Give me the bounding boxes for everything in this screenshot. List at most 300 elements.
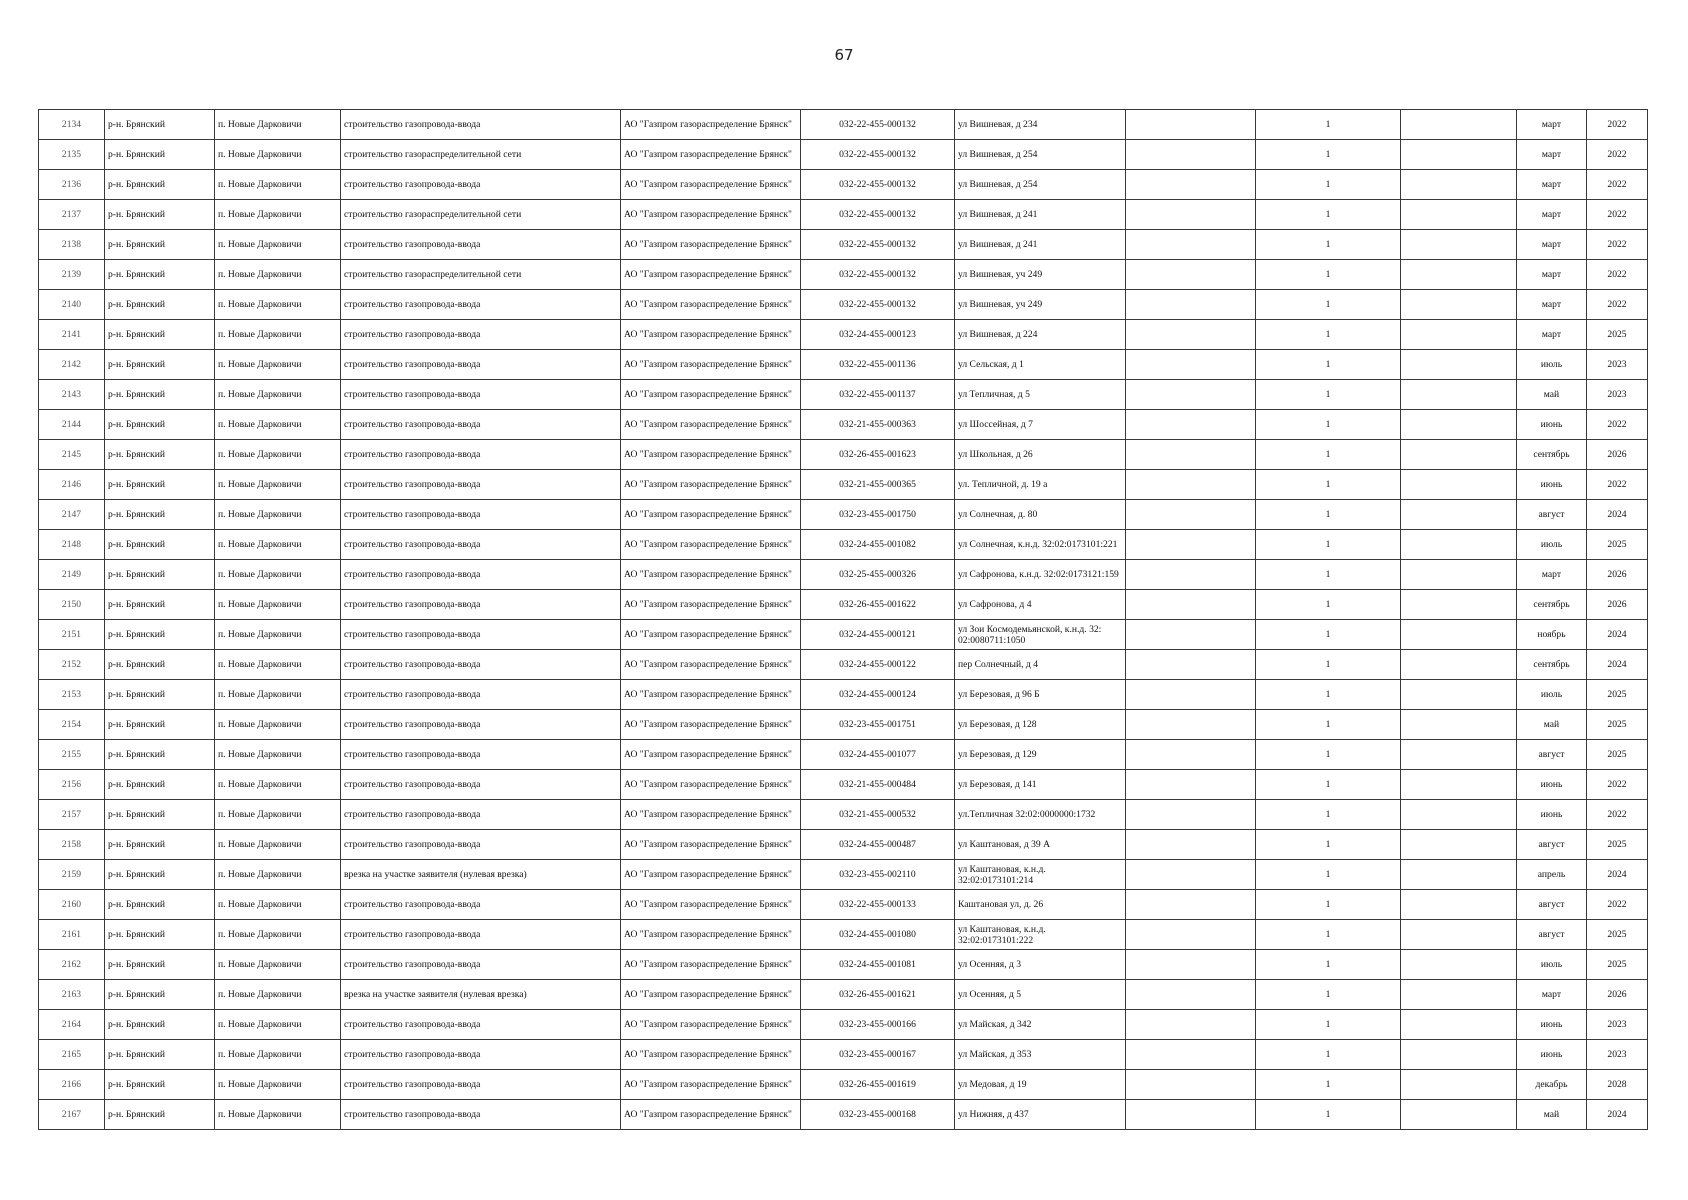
work-type-cell: строительство газораспределительной сети	[341, 260, 621, 290]
empty-cell	[1401, 980, 1517, 1010]
address-cell: ул Солнечная, д. 80	[955, 500, 1126, 530]
empty-cell	[1126, 980, 1256, 1010]
month-cell: июль	[1517, 950, 1587, 980]
table-row	[39, 770, 1648, 800]
work-type-cell: строительство газопровода-ввода	[341, 770, 621, 800]
quantity-cell: 1	[1256, 530, 1401, 560]
empty-cell	[1126, 380, 1256, 410]
empty-cell	[1401, 860, 1517, 890]
month-cell: март	[1517, 320, 1587, 350]
application-code-cell: 032-22-455-001136	[801, 350, 955, 380]
quantity-cell: 1	[1256, 860, 1401, 890]
table-row	[39, 530, 1648, 560]
district-cell: р-н. Брянский	[105, 500, 215, 530]
table-row	[39, 380, 1648, 410]
address-cell: ул Вишневая, д 254	[955, 140, 1126, 170]
application-code-cell: 032-23-455-000167	[801, 1040, 955, 1070]
address-cell: ул Вишневая, д 224	[955, 320, 1126, 350]
settlement-cell: п. Новые Дарковичи	[215, 830, 341, 860]
work-type-cell: строительство газопровода-ввода	[341, 1100, 621, 1130]
month-cell: март	[1517, 140, 1587, 170]
empty-cell	[1126, 770, 1256, 800]
table-row	[39, 1010, 1648, 1040]
empty-cell	[1126, 410, 1256, 440]
year-cell: 2023	[1587, 380, 1648, 410]
month-cell: июнь	[1517, 470, 1587, 500]
empty-cell	[1401, 1040, 1517, 1070]
district-cell: р-н. Брянский	[105, 260, 215, 290]
application-code-cell: 032-26-455-001622	[801, 590, 955, 620]
year-cell: 2023	[1587, 1010, 1648, 1040]
row-number-cell: 2137	[39, 200, 105, 230]
year-cell: 2023	[1587, 350, 1648, 380]
row-number-cell: 2147	[39, 500, 105, 530]
month-cell: май	[1517, 380, 1587, 410]
district-cell: р-н. Брянский	[105, 860, 215, 890]
address-cell: ул Солнечная, к.н.д. 32:02:0173101:221	[955, 530, 1126, 560]
organization-cell: АО "Газпром газораспределение Брянск"	[621, 860, 801, 890]
row-number-cell: 2153	[39, 680, 105, 710]
empty-cell	[1126, 650, 1256, 680]
month-cell: март	[1517, 560, 1587, 590]
quantity-cell: 1	[1256, 800, 1401, 830]
application-code-cell: 032-22-455-000132	[801, 200, 955, 230]
settlement-cell: п. Новые Дарковичи	[215, 740, 341, 770]
organization-cell: АО "Газпром газораспределение Брянск"	[621, 800, 801, 830]
address-cell: ул Каштановая, к.н.д. 32:02:0173101:222	[955, 920, 1126, 950]
empty-cell	[1126, 710, 1256, 740]
quantity-cell: 1	[1256, 890, 1401, 920]
table-row	[39, 200, 1648, 230]
empty-cell	[1401, 1010, 1517, 1040]
work-type-cell: строительство газопровода-ввода	[341, 170, 621, 200]
month-cell: июнь	[1517, 1010, 1587, 1040]
district-cell: р-н. Брянский	[105, 620, 215, 650]
district-cell: р-н. Брянский	[105, 770, 215, 800]
settlement-cell: п. Новые Дарковичи	[215, 440, 341, 470]
quantity-cell: 1	[1256, 680, 1401, 710]
organization-cell: АО "Газпром газораспределение Брянск"	[621, 560, 801, 590]
district-cell: р-н. Брянский	[105, 170, 215, 200]
address-cell: ул Сельская, д 1	[955, 350, 1126, 380]
application-code-cell: 032-23-455-000166	[801, 1010, 955, 1040]
empty-cell	[1126, 1100, 1256, 1130]
work-type-cell: строительство газопровода-ввода	[341, 230, 621, 260]
district-cell: р-н. Брянский	[105, 650, 215, 680]
settlement-cell: п. Новые Дарковичи	[215, 260, 341, 290]
month-cell: август	[1517, 830, 1587, 860]
year-cell: 2025	[1587, 710, 1648, 740]
month-cell: июль	[1517, 530, 1587, 560]
organization-cell: АО "Газпром газораспределение Брянск"	[621, 980, 801, 1010]
quantity-cell: 1	[1256, 950, 1401, 980]
quantity-cell: 1	[1256, 710, 1401, 740]
application-code-cell: 032-24-455-000124	[801, 680, 955, 710]
empty-cell	[1401, 620, 1517, 650]
year-cell: 2022	[1587, 260, 1648, 290]
work-type-cell: строительство газопровода-ввода	[341, 350, 621, 380]
address-cell: ул Вишневая, д 241	[955, 200, 1126, 230]
quantity-cell: 1	[1256, 410, 1401, 440]
empty-cell	[1401, 800, 1517, 830]
settlement-cell: п. Новые Дарковичи	[215, 110, 341, 140]
application-code-cell: 032-23-455-001751	[801, 710, 955, 740]
table-row	[39, 800, 1648, 830]
district-cell: р-н. Брянский	[105, 1010, 215, 1040]
work-type-cell: строительство газопровода-ввода	[341, 830, 621, 860]
year-cell: 2022	[1587, 110, 1648, 140]
empty-cell	[1126, 1040, 1256, 1070]
empty-cell	[1401, 110, 1517, 140]
empty-cell	[1401, 320, 1517, 350]
application-code-cell: 032-24-455-000487	[801, 830, 955, 860]
year-cell: 2024	[1587, 1100, 1648, 1130]
row-number-cell: 2134	[39, 110, 105, 140]
row-number-cell: 2148	[39, 530, 105, 560]
empty-cell	[1401, 770, 1517, 800]
table-row	[39, 260, 1648, 290]
work-type-cell: врезка на участке заявителя (нулевая врезка)	[341, 860, 621, 890]
address-cell: ул Березовая, д 96 Б	[955, 680, 1126, 710]
table-row	[39, 680, 1648, 710]
application-code-cell: 032-22-455-000132	[801, 140, 955, 170]
month-cell: сентябрь	[1517, 590, 1587, 620]
organization-cell: АО "Газпром газораспределение Брянск"	[621, 830, 801, 860]
address-cell: ул Нижняя, д 437	[955, 1100, 1126, 1130]
table-row	[39, 290, 1648, 320]
row-number-cell: 2160	[39, 890, 105, 920]
empty-cell	[1126, 470, 1256, 500]
work-type-cell: строительство газопровода-ввода	[341, 890, 621, 920]
month-cell: август	[1517, 740, 1587, 770]
settlement-cell: п. Новые Дарковичи	[215, 1100, 341, 1130]
work-type-cell: строительство газопровода-ввода	[341, 1040, 621, 1070]
district-cell: р-н. Брянский	[105, 980, 215, 1010]
table-row	[39, 1070, 1648, 1100]
application-code-cell: 032-22-455-000132	[801, 230, 955, 260]
empty-cell	[1126, 140, 1256, 170]
application-code-cell: 032-24-455-000123	[801, 320, 955, 350]
work-type-cell: строительство газопровода-ввода	[341, 1070, 621, 1100]
work-type-cell: строительство газопровода-ввода	[341, 530, 621, 560]
gasification-registry-table	[38, 109, 1648, 1130]
month-cell: июнь	[1517, 1040, 1587, 1070]
application-code-cell: 032-24-455-000121	[801, 620, 955, 650]
organization-cell: АО "Газпром газораспределение Брянск"	[621, 350, 801, 380]
empty-cell	[1401, 1100, 1517, 1130]
organization-cell: АО "Газпром газораспределение Брянск"	[621, 500, 801, 530]
district-cell: р-н. Брянский	[105, 590, 215, 620]
empty-cell	[1126, 1070, 1256, 1100]
year-cell: 2024	[1587, 620, 1648, 650]
quantity-cell: 1	[1256, 440, 1401, 470]
application-code-cell: 032-23-455-001750	[801, 500, 955, 530]
empty-cell	[1401, 470, 1517, 500]
empty-cell	[1126, 200, 1256, 230]
district-cell: р-н. Брянский	[105, 740, 215, 770]
settlement-cell: п. Новые Дарковичи	[215, 920, 341, 950]
month-cell: июль	[1517, 680, 1587, 710]
settlement-cell: п. Новые Дарковичи	[215, 350, 341, 380]
application-code-cell: 032-22-455-000132	[801, 170, 955, 200]
row-number-cell: 2163	[39, 980, 105, 1010]
month-cell: май	[1517, 710, 1587, 740]
year-cell: 2022	[1587, 170, 1648, 200]
quantity-cell: 1	[1256, 500, 1401, 530]
work-type-cell: строительство газопровода-ввода	[341, 410, 621, 440]
table-row	[39, 920, 1648, 950]
district-cell: р-н. Брянский	[105, 1040, 215, 1070]
empty-cell	[1401, 740, 1517, 770]
settlement-cell: п. Новые Дарковичи	[215, 590, 341, 620]
empty-cell	[1401, 890, 1517, 920]
quantity-cell: 1	[1256, 230, 1401, 260]
address-cell: ул.Тепличная 32:02:0000000:1732	[955, 800, 1126, 830]
year-cell: 2024	[1587, 500, 1648, 530]
empty-cell	[1126, 920, 1256, 950]
year-cell: 2022	[1587, 470, 1648, 500]
month-cell: август	[1517, 920, 1587, 950]
table-row	[39, 350, 1648, 380]
row-number-cell: 2156	[39, 770, 105, 800]
empty-cell	[1126, 950, 1256, 980]
application-code-cell: 032-22-455-000132	[801, 290, 955, 320]
settlement-cell: п. Новые Дарковичи	[215, 1040, 341, 1070]
settlement-cell: п. Новые Дарковичи	[215, 470, 341, 500]
row-number-cell: 2155	[39, 740, 105, 770]
work-type-cell: строительство газопровода-ввода	[341, 740, 621, 770]
quantity-cell: 1	[1256, 380, 1401, 410]
row-number-cell: 2150	[39, 590, 105, 620]
row-number-cell: 2149	[39, 560, 105, 590]
work-type-cell: строительство газопровода-ввода	[341, 1010, 621, 1040]
district-cell: р-н. Брянский	[105, 680, 215, 710]
empty-cell	[1126, 680, 1256, 710]
settlement-cell: п. Новые Дарковичи	[215, 950, 341, 980]
row-number-cell: 2157	[39, 800, 105, 830]
empty-cell	[1401, 920, 1517, 950]
application-code-cell: 032-24-455-001082	[801, 530, 955, 560]
quantity-cell: 1	[1256, 770, 1401, 800]
row-number-cell: 2161	[39, 920, 105, 950]
work-type-cell: строительство газопровода-ввода	[341, 560, 621, 590]
row-number-cell: 2141	[39, 320, 105, 350]
row-number-cell: 2139	[39, 260, 105, 290]
year-cell: 2026	[1587, 980, 1648, 1010]
application-code-cell: 032-24-455-001080	[801, 920, 955, 950]
table-row	[39, 980, 1648, 1010]
month-cell: апрель	[1517, 860, 1587, 890]
empty-cell	[1126, 170, 1256, 200]
address-cell: ул Вишневая, д 254	[955, 170, 1126, 200]
organization-cell: АО "Газпром газораспределение Брянск"	[621, 590, 801, 620]
work-type-cell: строительство газопровода-ввода	[341, 500, 621, 530]
table-row	[39, 140, 1648, 170]
row-number-cell: 2136	[39, 170, 105, 200]
organization-cell: АО "Газпром газораспределение Брянск"	[621, 290, 801, 320]
quantity-cell: 1	[1256, 620, 1401, 650]
quantity-cell: 1	[1256, 290, 1401, 320]
row-number-cell: 2152	[39, 650, 105, 680]
district-cell: р-н. Брянский	[105, 950, 215, 980]
quantity-cell: 1	[1256, 470, 1401, 500]
district-cell: р-н. Брянский	[105, 920, 215, 950]
table-row	[39, 560, 1648, 590]
month-cell: июль	[1517, 350, 1587, 380]
quantity-cell: 1	[1256, 260, 1401, 290]
empty-cell	[1126, 350, 1256, 380]
work-type-cell: строительство газопровода-ввода	[341, 590, 621, 620]
application-code-cell: 032-23-455-000168	[801, 1100, 955, 1130]
row-number-cell: 2143	[39, 380, 105, 410]
row-number-cell: 2159	[39, 860, 105, 890]
year-cell: 2022	[1587, 230, 1648, 260]
settlement-cell: п. Новые Дарковичи	[215, 890, 341, 920]
empty-cell	[1401, 140, 1517, 170]
settlement-cell: п. Новые Дарковичи	[215, 290, 341, 320]
organization-cell: АО "Газпром газораспределение Брянск"	[621, 890, 801, 920]
empty-cell	[1401, 410, 1517, 440]
district-cell: р-н. Брянский	[105, 140, 215, 170]
month-cell: март	[1517, 230, 1587, 260]
settlement-cell: п. Новые Дарковичи	[215, 530, 341, 560]
application-code-cell: 032-22-455-000132	[801, 110, 955, 140]
quantity-cell: 1	[1256, 560, 1401, 590]
row-number-cell: 2135	[39, 140, 105, 170]
address-cell: ул Вишневая, д 234	[955, 110, 1126, 140]
application-code-cell: 032-26-455-001621	[801, 980, 955, 1010]
table-row	[39, 170, 1648, 200]
work-type-cell: строительство газопровода-ввода	[341, 710, 621, 740]
quantity-cell: 1	[1256, 1100, 1401, 1130]
quantity-cell: 1	[1256, 140, 1401, 170]
work-type-cell: врезка на участке заявителя (нулевая врезка)	[341, 980, 621, 1010]
table-row	[39, 830, 1648, 860]
quantity-cell: 1	[1256, 740, 1401, 770]
settlement-cell: п. Новые Дарковичи	[215, 500, 341, 530]
year-cell: 2022	[1587, 770, 1648, 800]
settlement-cell: п. Новые Дарковичи	[215, 380, 341, 410]
work-type-cell: строительство газопровода-ввода	[341, 380, 621, 410]
empty-cell	[1401, 290, 1517, 320]
empty-cell	[1126, 830, 1256, 860]
month-cell: июнь	[1517, 770, 1587, 800]
settlement-cell: п. Новые Дарковичи	[215, 170, 341, 200]
year-cell: 2026	[1587, 560, 1648, 590]
row-number-cell: 2146	[39, 470, 105, 500]
table-row	[39, 950, 1648, 980]
address-cell: ул Березовая, д 128	[955, 710, 1126, 740]
empty-cell	[1401, 680, 1517, 710]
settlement-cell: п. Новые Дарковичи	[215, 800, 341, 830]
organization-cell: АО "Газпром газораспределение Брянск"	[621, 470, 801, 500]
empty-cell	[1126, 440, 1256, 470]
work-type-cell: строительство газопровода-ввода	[341, 470, 621, 500]
empty-cell	[1401, 440, 1517, 470]
empty-cell	[1401, 230, 1517, 260]
organization-cell: АО "Газпром газораспределение Брянск"	[621, 650, 801, 680]
month-cell: март	[1517, 170, 1587, 200]
district-cell: р-н. Брянский	[105, 890, 215, 920]
table-row	[39, 890, 1648, 920]
organization-cell: АО "Газпром газораспределение Брянск"	[621, 140, 801, 170]
address-cell: ул. Тепличной, д. 19 а	[955, 470, 1126, 500]
work-type-cell: строительство газопровода-ввода	[341, 800, 621, 830]
work-type-cell: строительство газопровода-ввода	[341, 920, 621, 950]
district-cell: р-н. Брянский	[105, 470, 215, 500]
empty-cell	[1401, 590, 1517, 620]
organization-cell: АО "Газпром газораспределение Брянск"	[621, 710, 801, 740]
address-cell: ул Сафронова, д 4	[955, 590, 1126, 620]
organization-cell: АО "Газпром газораспределение Брянск"	[621, 380, 801, 410]
empty-cell	[1126, 620, 1256, 650]
district-cell: р-н. Брянский	[105, 560, 215, 590]
work-type-cell: строительство газопровода-ввода	[341, 950, 621, 980]
row-number-cell: 2145	[39, 440, 105, 470]
month-cell: ноябрь	[1517, 620, 1587, 650]
empty-cell	[1401, 260, 1517, 290]
year-cell: 2028	[1587, 1070, 1648, 1100]
table-row	[39, 740, 1648, 770]
settlement-cell: п. Новые Дарковичи	[215, 1010, 341, 1040]
organization-cell: АО "Газпром газораспределение Брянск"	[621, 170, 801, 200]
row-number-cell: 2167	[39, 1100, 105, 1130]
empty-cell	[1126, 260, 1256, 290]
application-code-cell: 032-26-455-001623	[801, 440, 955, 470]
application-code-cell: 032-24-455-001081	[801, 950, 955, 980]
year-cell: 2025	[1587, 920, 1648, 950]
district-cell: р-н. Брянский	[105, 110, 215, 140]
application-code-cell: 032-21-455-000365	[801, 470, 955, 500]
empty-cell	[1401, 200, 1517, 230]
address-cell: ул Медовая, д 19	[955, 1070, 1126, 1100]
address-cell: ул Березовая, д 129	[955, 740, 1126, 770]
year-cell: 2022	[1587, 890, 1648, 920]
work-type-cell: строительство газопровода-ввода	[341, 320, 621, 350]
empty-cell	[1126, 230, 1256, 260]
quantity-cell: 1	[1256, 980, 1401, 1010]
year-cell: 2025	[1587, 950, 1648, 980]
year-cell: 2024	[1587, 650, 1648, 680]
empty-cell	[1401, 530, 1517, 560]
table-row	[39, 470, 1648, 500]
organization-cell: АО "Газпром газораспределение Брянск"	[621, 950, 801, 980]
empty-cell	[1126, 740, 1256, 770]
year-cell: 2025	[1587, 830, 1648, 860]
address-cell: ул Тепличная, д 5	[955, 380, 1126, 410]
settlement-cell: п. Новые Дарковичи	[215, 200, 341, 230]
settlement-cell: п. Новые Дарковичи	[215, 140, 341, 170]
quantity-cell: 1	[1256, 350, 1401, 380]
address-cell: ул Сафронова, к.н.д. 32:02:0173121:159	[955, 560, 1126, 590]
empty-cell	[1401, 500, 1517, 530]
address-cell: ул Вишневая, уч 249	[955, 260, 1126, 290]
year-cell: 2022	[1587, 290, 1648, 320]
address-cell: ул Зои Космодемьянской, к.н.д. 32: 02:0080711:1050	[955, 620, 1126, 650]
year-cell: 2022	[1587, 140, 1648, 170]
year-cell: 2026	[1587, 590, 1648, 620]
organization-cell: АО "Газпром газораспределение Брянск"	[621, 530, 801, 560]
application-code-cell: 032-22-455-000132	[801, 260, 955, 290]
address-cell: ул Осенняя, д 5	[955, 980, 1126, 1010]
address-cell: ул Осенняя, д 3	[955, 950, 1126, 980]
address-cell: ул Березовая, д 141	[955, 770, 1126, 800]
year-cell: 2025	[1587, 740, 1648, 770]
application-code-cell: 032-23-455-002110	[801, 860, 955, 890]
month-cell: май	[1517, 1100, 1587, 1130]
quantity-cell: 1	[1256, 200, 1401, 230]
row-number-cell: 2165	[39, 1040, 105, 1070]
